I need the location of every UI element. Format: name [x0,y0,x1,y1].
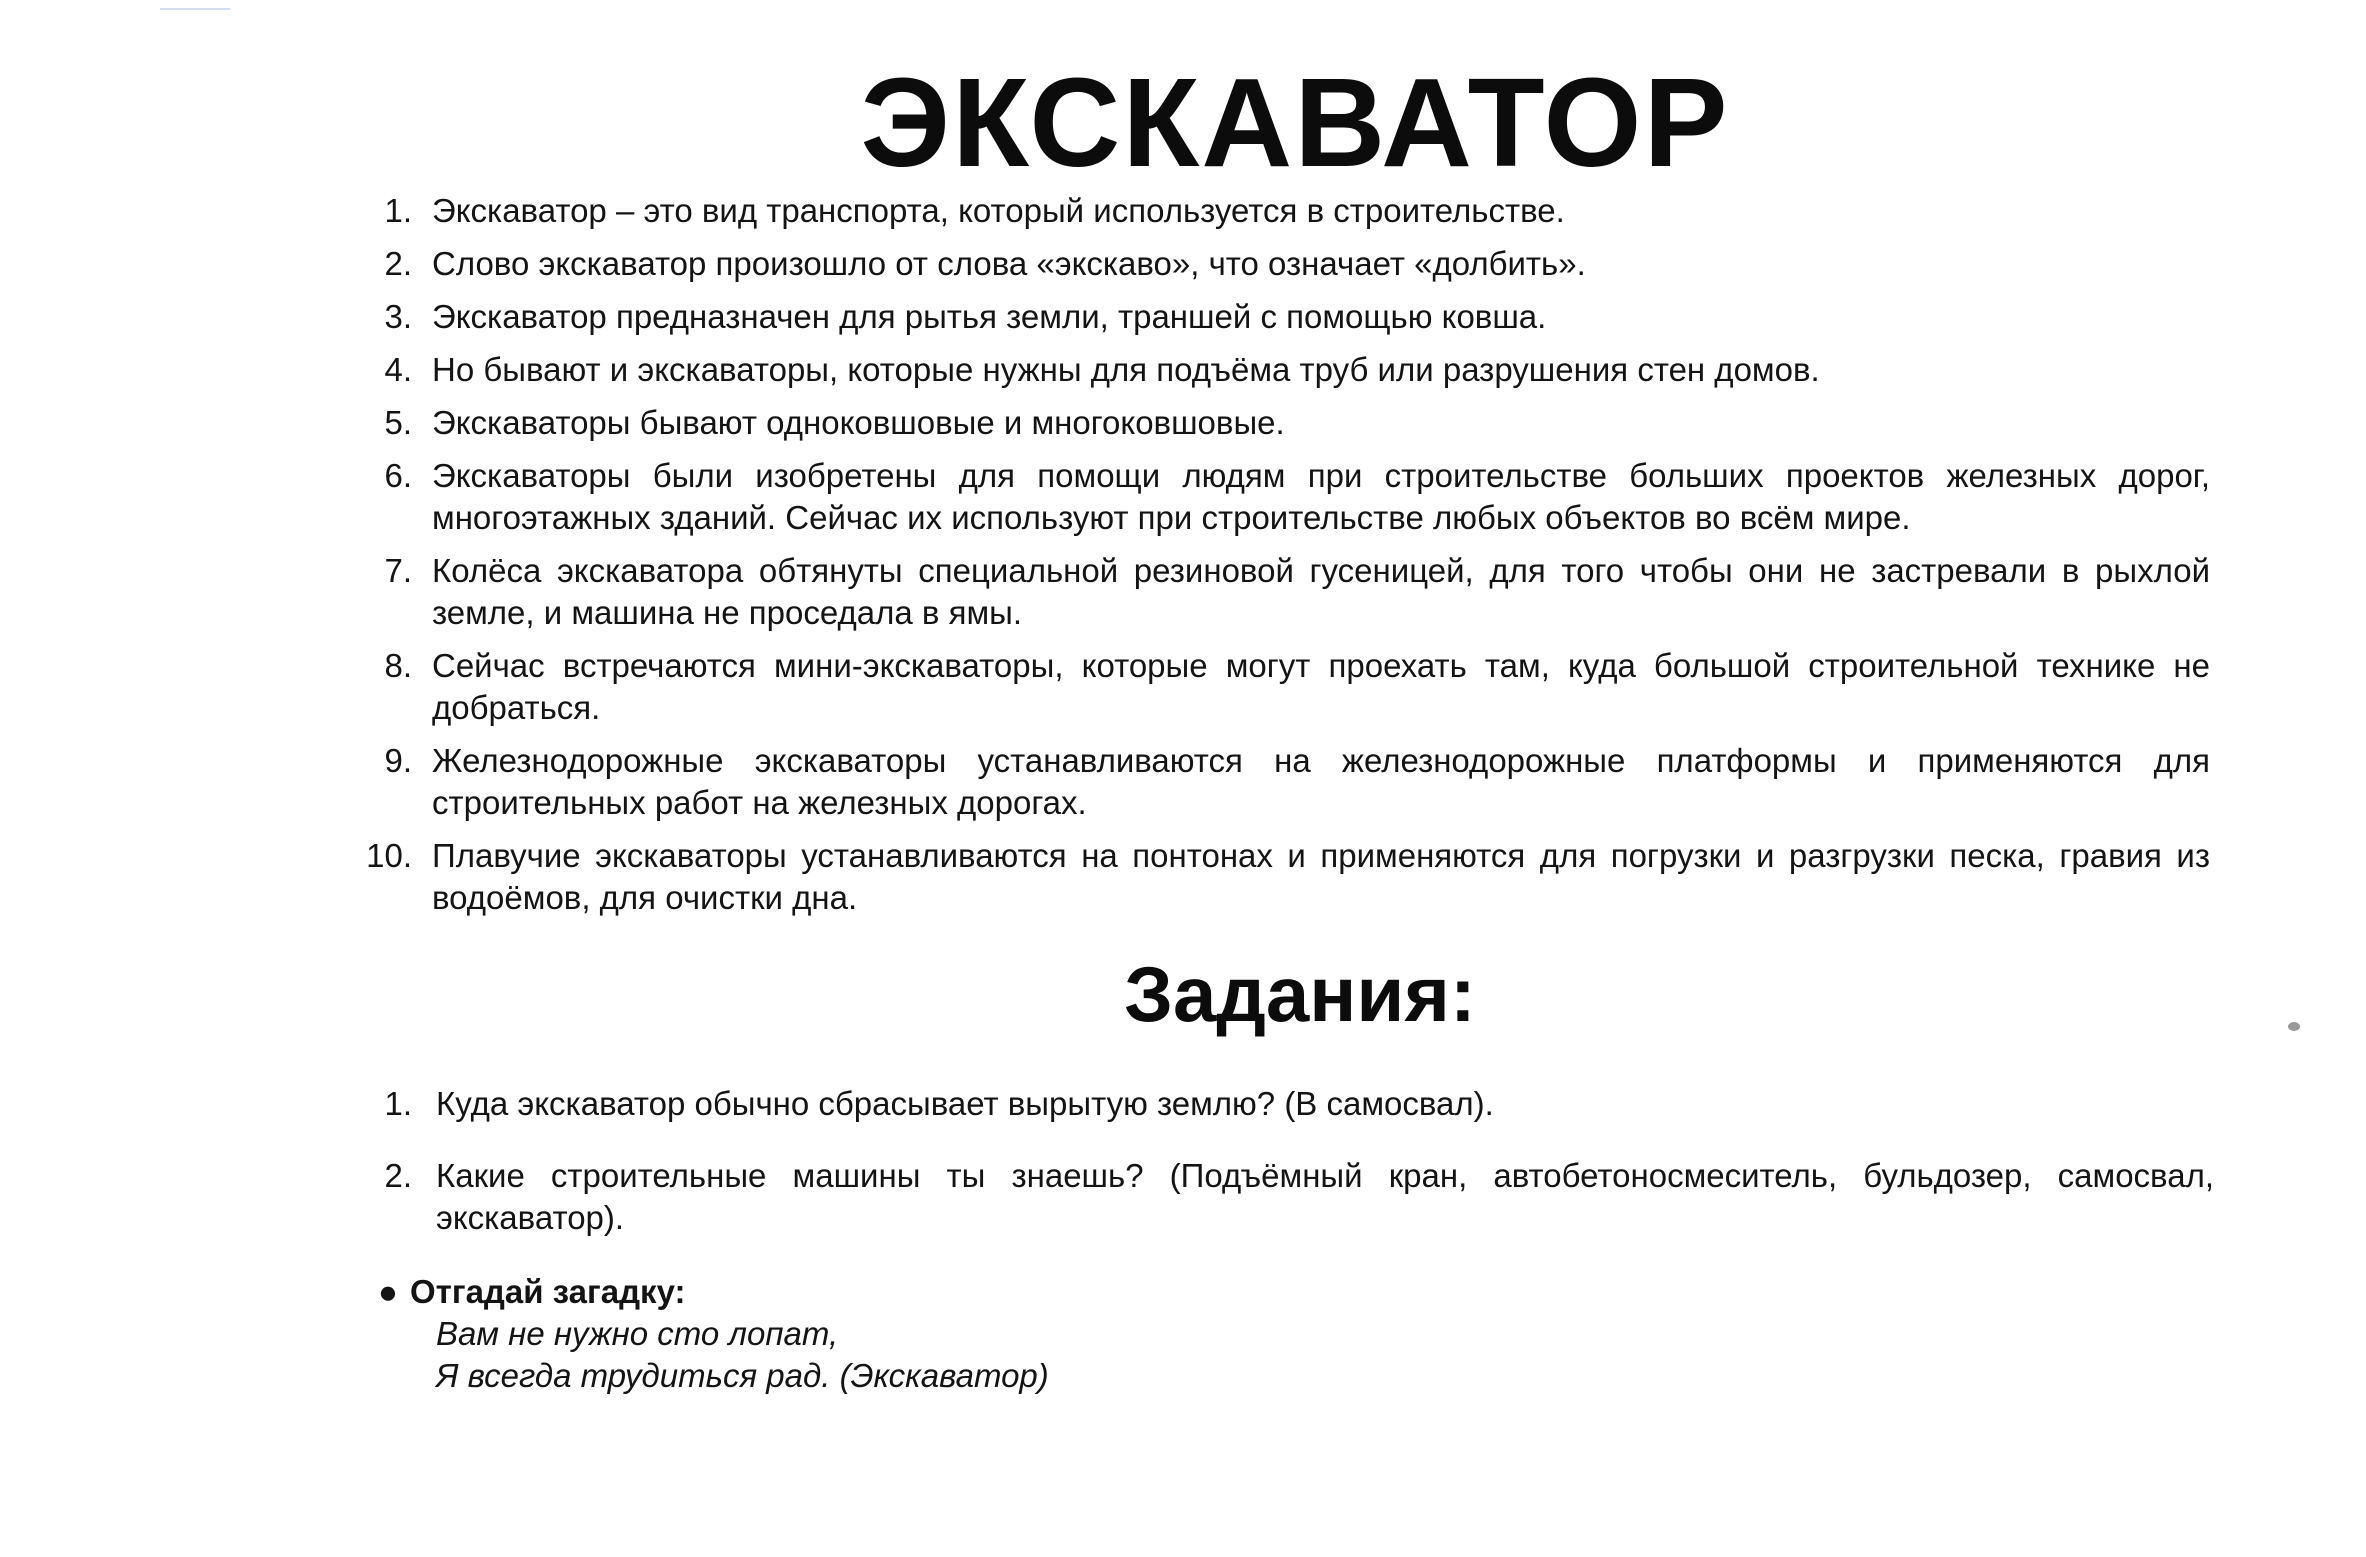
fact-text: Экскаватор – это вид транспорта, который используется в строительстве. [432,192,1565,229]
riddle-line: Я всегда трудиться рад. (Экскаватор) [436,1357,1049,1394]
task-item [362,1083,2214,1125]
fact-number: 5. [384,404,412,441]
fact-item [360,190,2210,232]
fact-text: Экскаваторы были изобретены для помощи людям при строительстве больших проектов железных дорог, многоэтажных зданий. Сейчас их используют при строительстве любых объектов во всём мире. [432,457,2210,536]
task-item [362,1155,2214,1239]
fact-text: Плавучие экскаваторы устанавливаются на понтонах и применяются для погрузки и разгрузки песка, гравия из водоёмов, для очистки дна. [432,837,2210,916]
fact-item [360,740,2210,824]
fact-number: 8. [384,647,412,684]
riddle-label-text: Отгадай загадку: [410,1273,686,1310]
task-number: 2. [384,1157,412,1194]
task-number: 1. [384,1085,412,1122]
fact-text: Экскаваторы бывают одноковшовые и многоковшовые. [432,404,1285,441]
fact-text: Но бывают и экскаваторы, которые нужны для подъёма труб или разрушения стен домов. [432,351,1820,388]
fact-text: Колёса экскаватора обтянуты специальной резиновой гусеницей, для того чтобы они не застревали в рыхлой земле, и машина не проседала в ямы. [432,552,2210,631]
fact-item [360,296,2210,338]
fact-number: 10. [366,837,412,874]
fact-item [360,243,2210,285]
fact-item [360,349,2210,391]
task-text: Куда экскаватор обычно сбрасывает вырытую землю? (В самосвал). [436,1085,1494,1122]
page-title: ЭКСКАВАТОР [860,52,1730,193]
fact-item [360,835,2210,919]
task-text: Какие строительные машины ты знаешь? (Подъёмный кран, автобетоносмеситель, бульдозер, самосвал, экскаватор). [436,1157,2214,1236]
fact-item [360,455,2210,539]
fact-number: 9. [384,742,412,779]
bullet-icon: ● [378,1273,398,1310]
fact-item [360,550,2210,634]
facts-list [360,190,2210,930]
riddle-line: Вам не нужно сто лопат, [436,1315,839,1352]
tasks-heading: Задания: [1124,950,1476,1038]
fact-text: Экскаватор предназначен для рытья земли, траншей с помощью ковша. [432,298,1547,335]
fact-item [360,645,2210,729]
fact-number: 2. [384,245,412,282]
riddle-label [378,1271,1978,1313]
fact-item [360,402,2210,444]
fact-number: 6. [384,457,412,494]
tasks-list [362,1083,2214,1269]
scan-pen-mark [160,0,230,10]
fact-text: Сейчас встречаются мини-экскаваторы, которые могут проехать там, куда большой строительной технике не добраться. [432,647,2210,726]
fact-number: 3. [384,298,412,335]
riddle-block [378,1271,1978,1397]
fact-text: Слово экскаватор произошло от слова «экскаво», что означает «долбить». [432,245,1586,282]
fact-number: 1. [384,192,412,229]
fact-text: Железнодорожные экскаваторы устанавливаются на железнодорожные платформы и применяются для строительных работ на железных дорогах. [432,742,2210,821]
scan-dust-speck [2288,1022,2300,1031]
fact-number: 7. [384,552,412,589]
fact-number: 4. [384,351,412,388]
